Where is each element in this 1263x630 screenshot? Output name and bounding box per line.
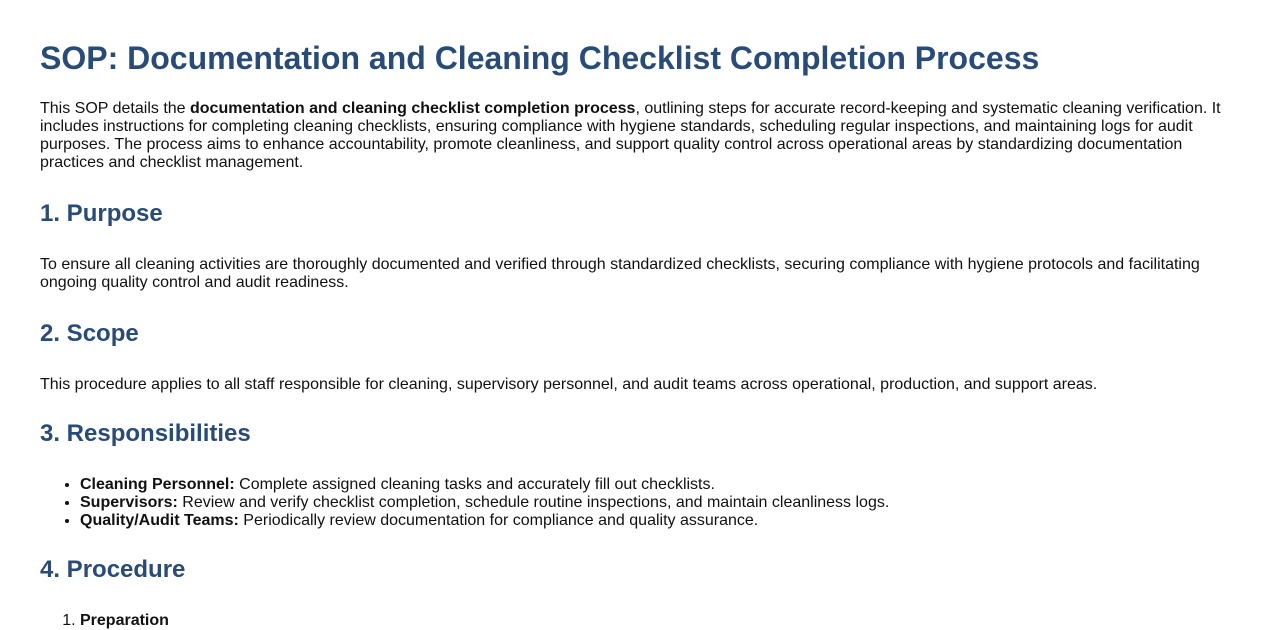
purpose-heading: 1. Purpose: [40, 200, 163, 227]
responsibilities-list: [40, 476, 1223, 530]
intro-text-before: This SOP details the: [40, 100, 190, 117]
role-label: Cleaning Personnel:: [80, 476, 235, 493]
intro-paragraph: [40, 100, 1223, 172]
intro-text-bold: documentation and cleaning checklist completion process: [190, 100, 636, 117]
scope-text: This procedure applies to all staff responsible for cleaning, supervisory personnel, and audit teams across operational, production, and support areas.: [40, 376, 1098, 393]
scope-heading: 2. Scope: [40, 320, 139, 347]
responsibilities-heading: 3. Responsibilities: [40, 420, 251, 447]
role-label: Supervisors:: [80, 494, 178, 511]
role-label: Quality/Audit Teams:: [80, 512, 239, 529]
purpose-text: To ensure all cleaning activities are thoroughly documented and verified through standardized checklists, securing compliance with hygiene protocols and facilitating ongoing quality control and audit readiness.: [40, 256, 1200, 291]
intro-text-after: , outlining steps for accurate record-keeping and systematic cleaning verification. It includes instructions for completing cleaning checklists, ensuring compliance with hygiene standards, scheduling regular inspections, and maintaining logs for audit purposes. The process aims to enhance accountability, promote cleanliness, and support quality control across operational areas by standardizing documentation practices and checklist management.: [40, 100, 1221, 171]
list-item: [80, 476, 1223, 494]
list-item: [80, 494, 1223, 512]
procedure-steps-list: [40, 612, 1223, 630]
step-label: Preparation: [80, 612, 169, 629]
page-title: SOP: Documentation and Cleaning Checklist Completion Process: [40, 40, 1040, 76]
list-item: [80, 512, 1223, 530]
procedure-heading: 4. Procedure: [40, 556, 186, 583]
role-description: Review and verify checklist completion, schedule routine inspections, and maintain cleanliness logs.: [177, 494, 890, 511]
role-description: Periodically review documentation for compliance and quality assurance.: [238, 512, 759, 529]
list-item: [80, 612, 1223, 630]
role-description: Complete assigned cleaning tasks and accurately fill out checklists.: [234, 476, 715, 493]
